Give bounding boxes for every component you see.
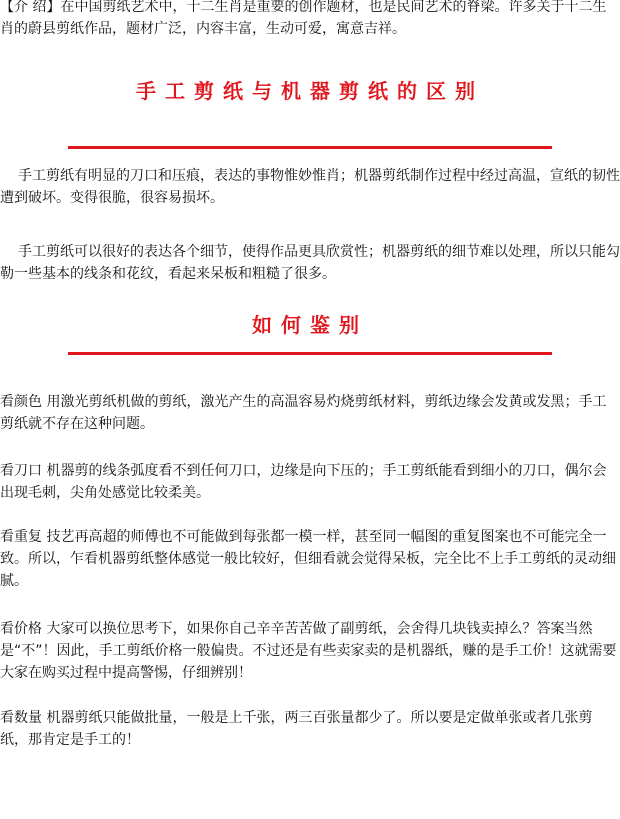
identify-item-repeat: 看重复 技艺再高超的师傅也不可能做到每张都一模一样，甚至同一幅图的重复图案也不可能完全一致。所以，乍看机器剪纸整体感觉一般比较好，但细看就会觉得呆板，完全比不上手工剪纸的灵动细腻。 [0, 529, 616, 589]
identify-item-color: 看颜色 用激光剪纸机做的剪纸，激光产生的高温容易灼烧剪纸材料，剪纸边缘会发黄或发黑；手工剪纸就不存在这种问题。 [0, 394, 607, 432]
title-divider [68, 352, 552, 355]
identify-item-price: 看价格 大家可以换位思考下，如果你自己辛辛苦苦做了副剪纸，会舍得几块钱卖掉么？答案当然是“不”！因此，手工剪纸价格一般偏贵。不过还是有些卖家卖的是机器纸，赚的是手工价！这就需要大家在购买过程中提高警惕，仔细辨别！ [0, 621, 617, 681]
difference-paragraph: 手工剪纸可以很好的表达各个细节，使得作品更具欣赏性；机器剪纸的细节难以处理，所以只能勾勒一些基本的线条和花纹，看起来呆板和粗糙了很多。 [0, 244, 620, 282]
title-divider [68, 146, 552, 149]
intro-paragraph: 【介 绍】在中国剪纸艺术中，十二生肖是重要的创作题材，也是民间艺术的脊梁。许多关于十二生肖的蔚县剪纸作品，题材广泛，内容丰富，生动可爱，寓意吉祥。 [0, 0, 607, 37]
identify-item-quantity: 看数量 机器剪纸只能做批量，一般是上千张，两三百张量都少了。所以要是定做单张或者几张剪纸，那肯定是手工的！ [0, 710, 593, 748]
identify-item-cut: 看刀口 机器剪的线条弧度看不到任何刀口，边缘是向下压的；手工剪纸能看到细小的刀口，偶尔会出现毛刺，尖角处感觉比较柔美。 [0, 463, 607, 501]
section-title-difference: 手工剪纸与机器剪纸的区别 [136, 79, 484, 103]
difference-paragraph: 手工剪纸有明显的刀口和压痕，表达的事物惟妙惟肖；机器剪纸制作过程中经过高温，宣纸的韧性遭到破坏。变得很脆，很容易损坏。 [0, 168, 620, 206]
section-title-identify: 如何鉴别 [252, 313, 368, 337]
